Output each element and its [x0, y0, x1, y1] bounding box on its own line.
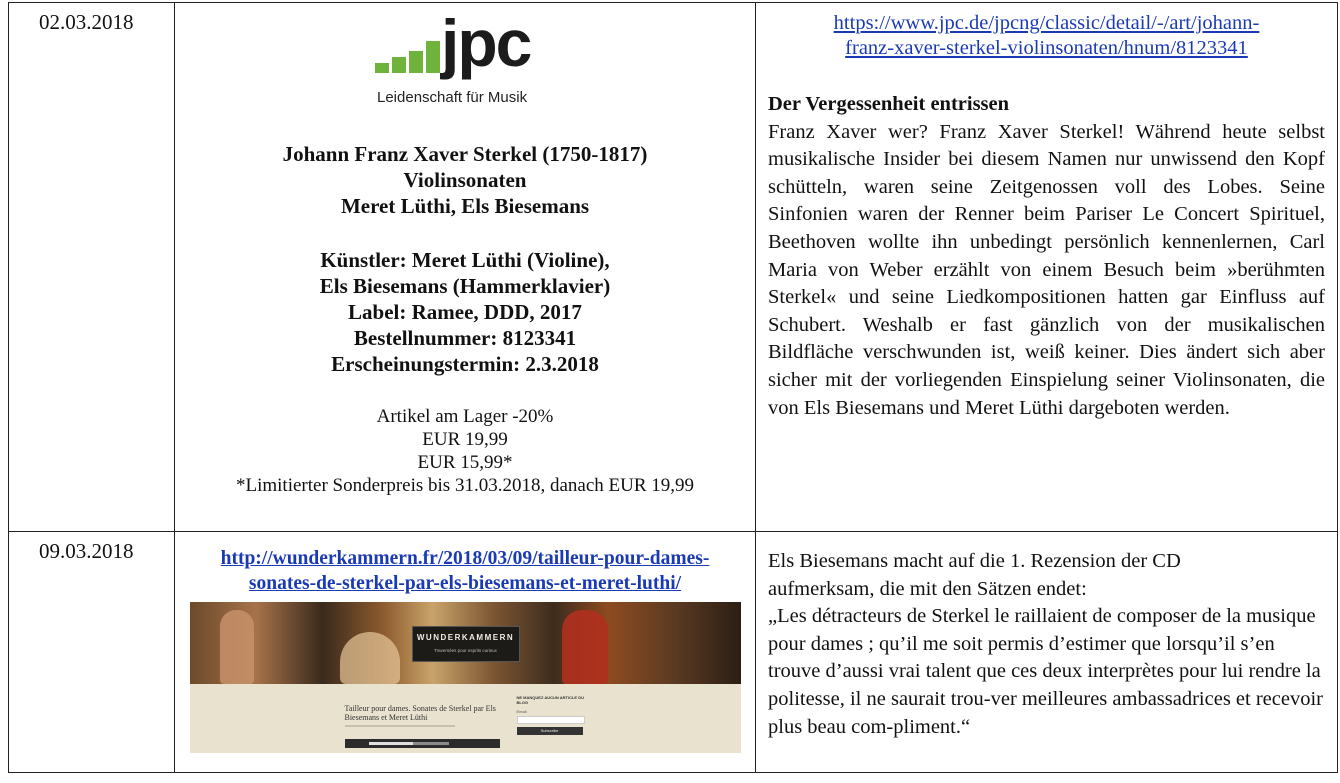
product-title	[175, 141, 755, 219]
url-line[interactable]: http://wunderkammern.fr/2018/03/09/tailleur-pour-dames-	[220, 548, 710, 569]
link-cell	[175, 532, 756, 773]
player-progress	[369, 742, 414, 745]
detail-line: Els Biesemans (Hammerklavier)	[319, 274, 611, 298]
review-quote: „Les détracteurs de Sterkel le raillaient de composer de la musique pour dames ; qu’il me soit permis d’estimer que lorsqu’il s’en trouve d’aussi vrai talent que ces deux interprètes pour lui rendre la politesse, il ne saurait trou-ver meilleures ambassadrices et recevoir plus beau com-pliment.“	[768, 605, 1323, 738]
audio-player	[345, 739, 500, 748]
price-block	[175, 405, 755, 497]
url-line[interactable]: https://www.jpc.de/jpcng/classic/detail/-/art/johann-	[833, 12, 1260, 34]
price-line: EUR 19,99	[422, 429, 508, 450]
email-input	[517, 716, 585, 724]
detail-line: Künstler: Meret Lüthi (Violine),	[320, 248, 610, 272]
logo-bar	[392, 57, 406, 73]
site-header-box	[412, 626, 520, 662]
price-line: Artikel am Lager -20%	[376, 406, 554, 427]
subscribe-button: Subscribe	[517, 727, 583, 735]
detail-line: Bestellnummer: 8123341	[353, 326, 577, 350]
review-cell	[756, 3, 1338, 532]
table-row	[9, 532, 1338, 773]
url-line[interactable]: sonates-de-sterkel-par-els-biesemans-et-meret-luthi/	[248, 573, 682, 594]
review-heading: Der Vergessenheit entrissen	[768, 93, 1010, 115]
logo-bar	[375, 63, 389, 73]
review-intro	[756, 548, 1337, 603]
press-table	[8, 2, 1338, 773]
figure-shape	[220, 610, 254, 684]
review-line: Els Biesemans macht auf die 1. Rezension der CD	[768, 550, 1181, 572]
painting-banner	[190, 602, 741, 684]
product-cell	[175, 3, 756, 532]
title-line: Meret Lüthi, Els Biesemans	[340, 194, 590, 218]
email-label: Email	[516, 709, 527, 714]
date: 02.03.2018	[39, 10, 134, 34]
review-line: aufmerksam, die mit den Sätzen endet:	[768, 577, 1087, 600]
table-row	[9, 3, 1338, 532]
subscribe-label: NE MANQUEZ AUCUN ARTICLE DU BLOG	[516, 695, 584, 705]
logo-brand: jpc	[441, 6, 531, 80]
logo-bar	[409, 51, 423, 73]
source-url[interactable]	[175, 546, 755, 596]
figure-shape	[562, 610, 608, 684]
title-line: Violinsonaten	[403, 168, 527, 192]
price-line: *Limitierter Sonderpreis bis 31.03.2018, danach EUR 19,99	[235, 475, 695, 496]
jpc-logo	[375, 6, 555, 109]
post-title: Tailleur pour dames. Sonates de Sterkel par Els Biesemans et Meret Lüthi	[344, 704, 496, 722]
title-line: Johann Franz Xaver Sterkel (1750-1817)	[282, 142, 648, 166]
post-preview	[345, 704, 515, 727]
review-cell	[756, 532, 1338, 773]
date: 09.03.2018	[39, 539, 134, 563]
subscribe-widget	[517, 695, 587, 735]
product-details	[175, 247, 755, 377]
website-screenshot	[190, 602, 741, 753]
source-url[interactable]	[756, 11, 1337, 61]
url-line[interactable]: franz-xaver-sterkel-violinsonaten/hnum/8123341	[845, 37, 1248, 59]
logo-bar	[426, 41, 440, 73]
detail-line: Erscheinungstermin: 2.3.2018	[331, 352, 599, 376]
figure-shape	[340, 632, 400, 684]
price-line: EUR 15,99*	[417, 452, 513, 473]
site-tagline: Traversées pour esprits curieux	[434, 648, 497, 653]
detail-line: Label: Ramee, DDD, 2017	[348, 300, 582, 324]
date-cell	[9, 3, 175, 532]
site-title: WUNDERKAMMERN	[416, 633, 515, 642]
date-cell	[9, 532, 175, 773]
logo-slogan: Leidenschaft für Musik	[377, 89, 528, 106]
post-meta	[345, 725, 455, 727]
review-text: Franz Xaver wer? Franz Xaver Sterkel! Während heute selbst musikalische Insider bei diesem Namen nur unwissend den Kopf schütteln, waren seine Zeitgenossen voll des Lobes. Seine Sinfonien waren der Renner beim Pariser Le Concert Spirituel, Beethoven wollte ihn unbedingt persönlich kennenlernen, Carl Maria von Weber erzählt von einem Besuch beim »berühmten Sterkel« und seine Liedkompositionen hatten gar Einfluss auf Schubert. Weshalb er fast gänzlich von der musikalischen Bildfläche verschwunden ist, weiß keiner. Dies ändert sich aber sicher mit der vorliegenden Einspielung seiner Violinsonaten, die von Els Biesemans und Meret Lüthi dargeboten werden.	[768, 120, 1325, 419]
